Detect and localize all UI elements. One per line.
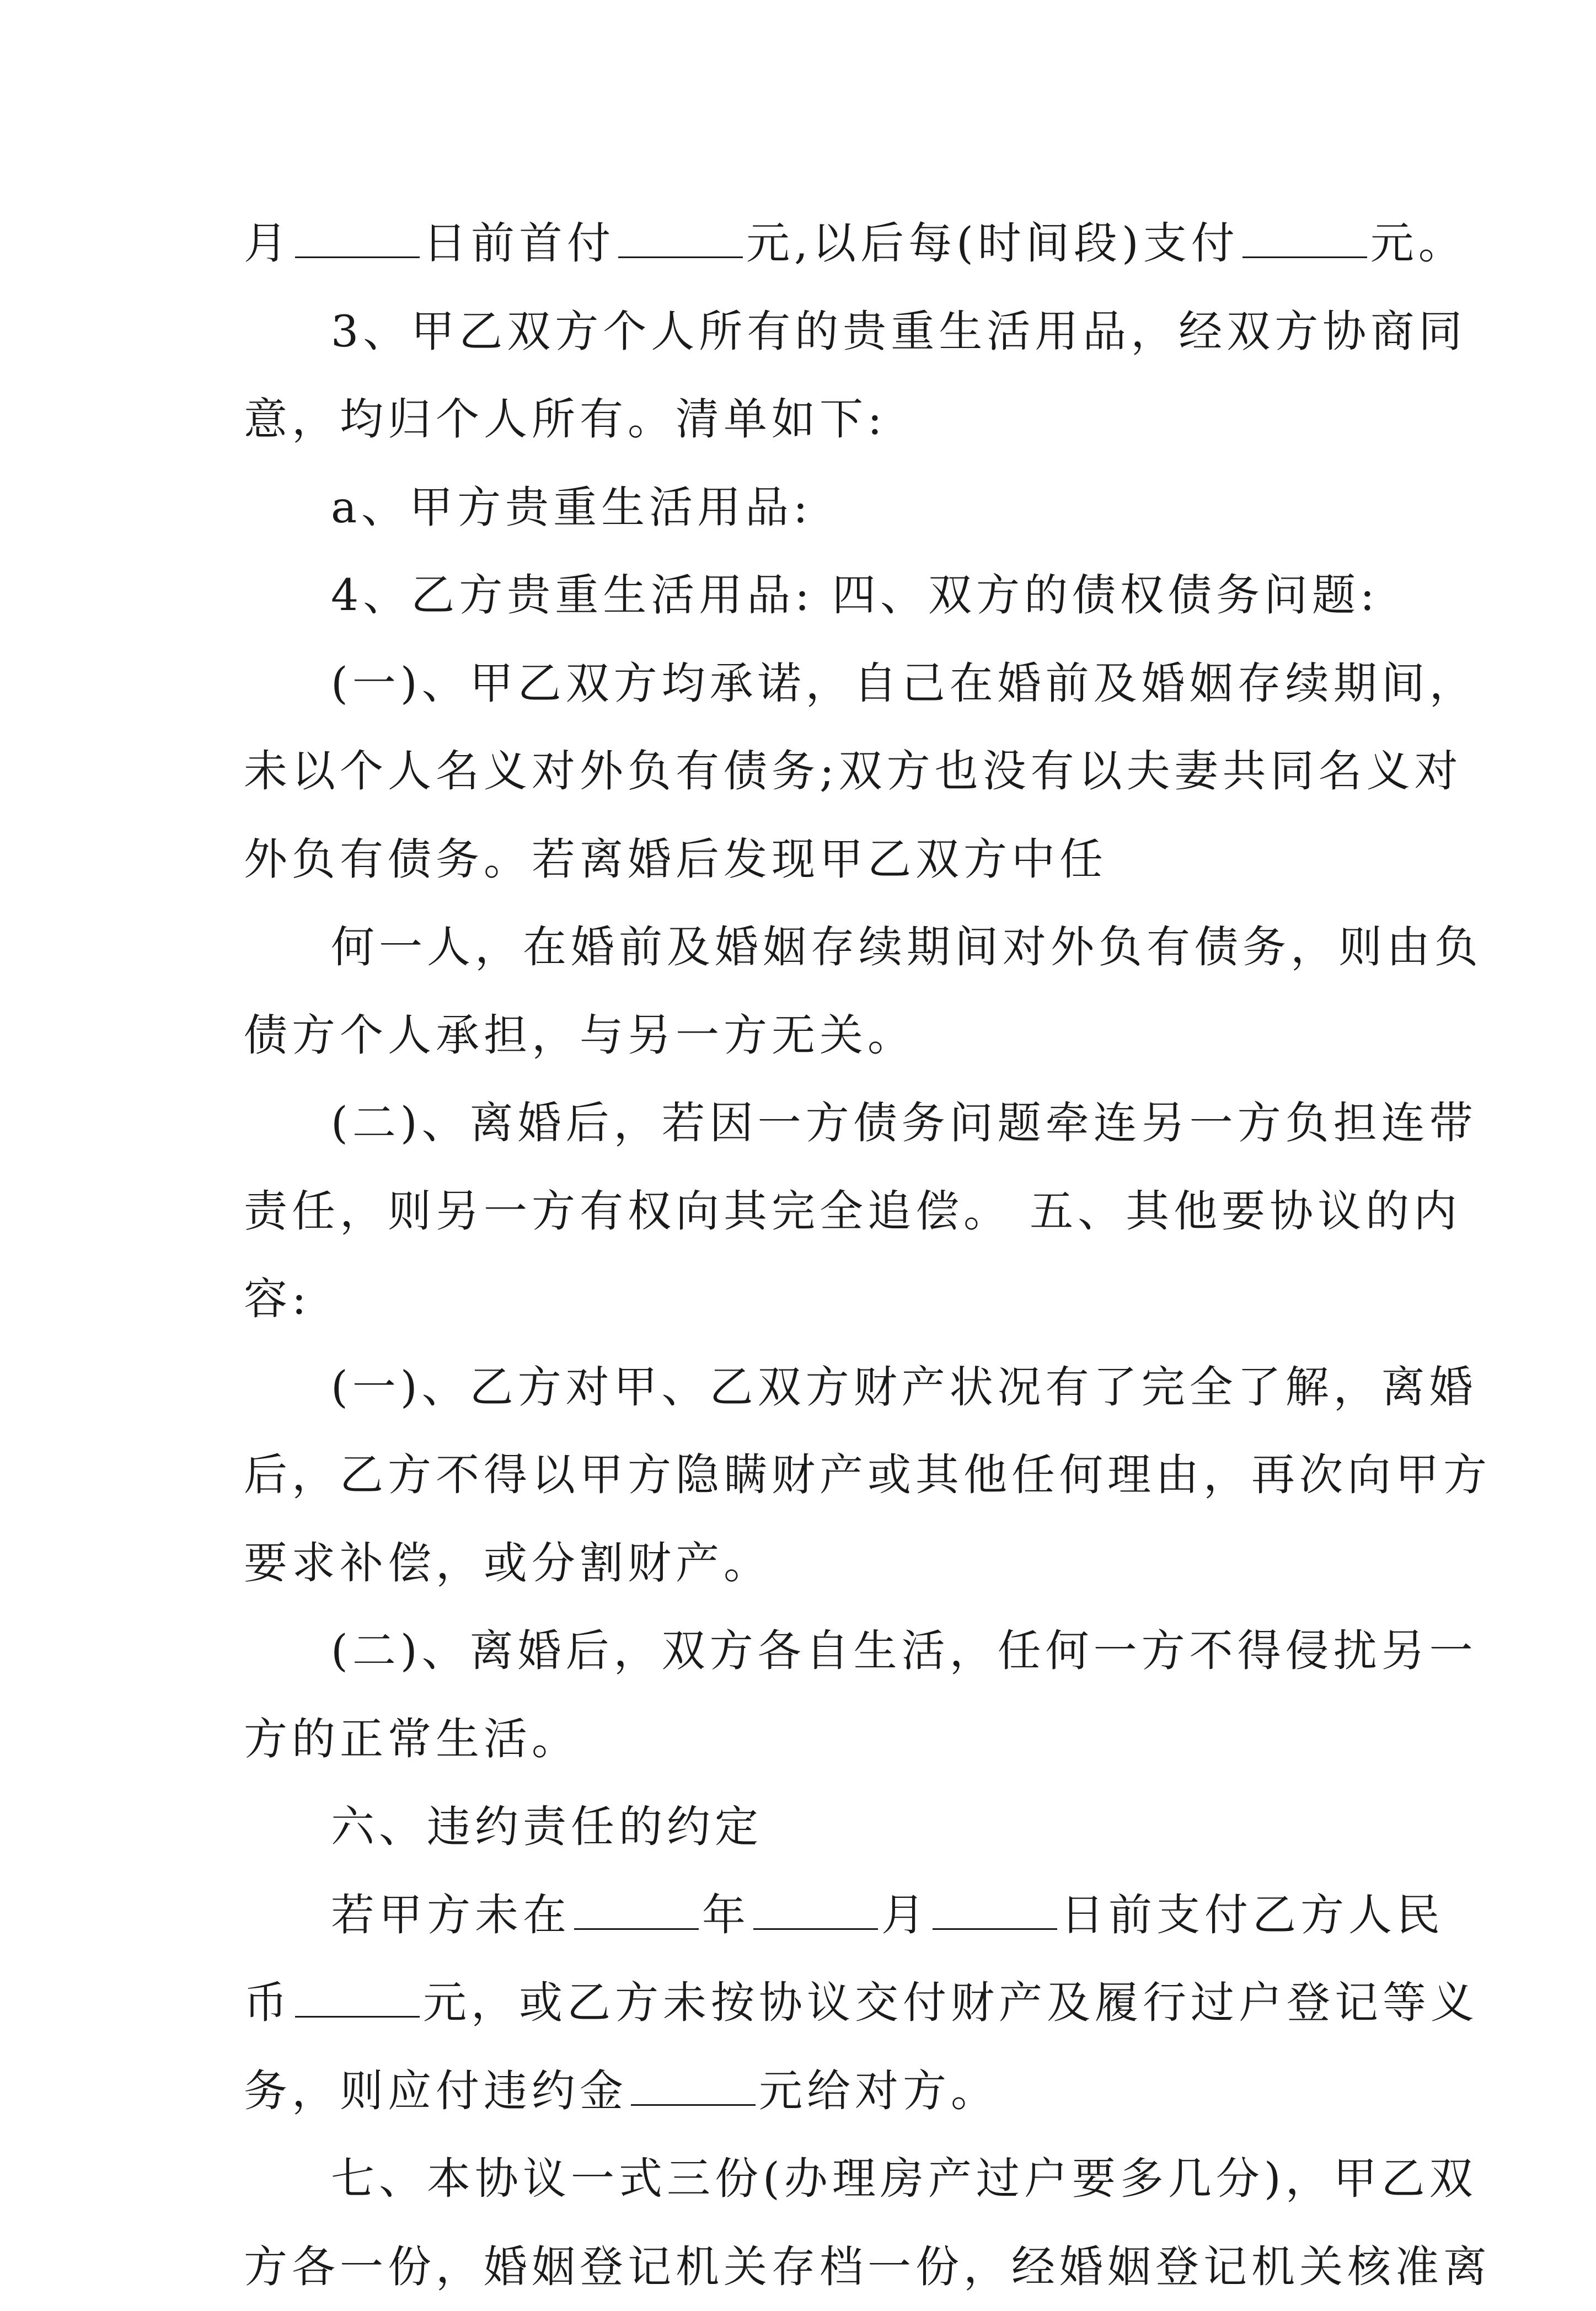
text-line [244, 727, 1358, 816]
fill-in-blank [618, 223, 743, 258]
text-segment: 月 [881, 1890, 929, 1940]
text-line [244, 200, 1358, 288]
text-line [244, 376, 1358, 464]
text-line [244, 992, 1358, 1080]
text-segment: 日前支付乙方人民 [1061, 1890, 1444, 1940]
text-segment: 七、本协议一式三份(办理房产过户要多几分)，甲乙双 [331, 2153, 1477, 2204]
text-line [244, 1431, 1358, 1520]
text-line [244, 1344, 1358, 1432]
text-segment: 要求补偿，或分割财产。 [244, 1538, 772, 1588]
text-line [244, 1607, 1358, 1695]
text-segment: 何一人，在婚前及婚姻存续期间对外负有债务，则由负 [331, 922, 1482, 972]
text-segment: (二)、离婚后，双方各自生活，任何一方不得侵扰另一 [331, 1625, 1477, 1676]
fill-in-blank [753, 1895, 878, 1930]
text-line [244, 640, 1358, 728]
text-segment: 责任，则另一方有权向其完全追偿。 五、其他要协议的内 [244, 1186, 1461, 1237]
text-segment: 日前首付 [423, 218, 615, 269]
text-line [244, 2223, 1358, 2311]
text-segment: 年 [702, 1890, 750, 1940]
text-line [244, 1079, 1358, 1168]
text-segment: 务，则应付违约金 [244, 2066, 628, 2116]
text-line [244, 2047, 1358, 2136]
text-line [244, 1783, 1358, 1871]
text-line [244, 288, 1358, 376]
fill-in-blank [1242, 223, 1367, 258]
text-segment: 六、违约责任的约定 [331, 1801, 763, 1852]
text-segment: 元。 [1370, 218, 1466, 269]
text-segment: (二)、离婚后，若因一方债务问题牵连另一方负担连带 [331, 1098, 1477, 1148]
text-segment: a、甲方贵重生活用品: [331, 482, 812, 533]
text-segment: 后，乙方不得以甲方隐瞒财产或其他任何理由，再次向甲方 [244, 1449, 1491, 1500]
text-segment: 方的正常生活。 [244, 1714, 580, 1764]
text-segment: 债方个人承担，与另一方无关。 [244, 1010, 915, 1061]
text-line [244, 1520, 1358, 1608]
text-segment: 容: [244, 1274, 311, 1324]
text-segment: 外负有债务。若离婚后发现甲乙双方中任 [244, 834, 1107, 885]
text-segment: 币 [244, 1977, 292, 2028]
text-line [244, 1695, 1358, 1784]
text-segment: 意，均归个人所有。清单如下: [244, 394, 887, 445]
text-segment: 方各一份，婚姻登记机关存档一份，经婚姻登记机关核准离 [244, 2242, 1491, 2292]
fill-in-blank [295, 223, 420, 258]
text-line [244, 1871, 1358, 1960]
text-segment: 月 [244, 218, 292, 269]
text-segment: 未以个人名义对外负有债务;双方也没有以夫妻共同名义对 [244, 746, 1463, 796]
text-line [244, 903, 1358, 992]
text-segment: 4、乙方贵重生活用品: 四、双方的债权债务问题: [331, 570, 1379, 620]
text-segment: 元，或乙方未按协议交付财产及履行过户登记等义 [423, 1977, 1479, 2028]
text-segment: 若甲方未在 [331, 1890, 571, 1940]
text-line [244, 1168, 1358, 1256]
text-line [244, 1255, 1358, 1344]
text-segment: 3、甲乙双方个人所有的贵重生活用品，经双方协商同 [331, 306, 1466, 357]
text-line [244, 464, 1358, 552]
fill-in-blank [574, 1895, 699, 1930]
text-segment: (一)、乙方对甲、乙双方财产状况有了完全了解，离婚 [331, 1362, 1477, 1413]
text-line [244, 1959, 1358, 2047]
fill-in-blank [631, 2071, 756, 2106]
text-segment: (一)、甲乙双方均承诺，自己在婚前及婚姻存续期间， [331, 658, 1477, 709]
text-line [244, 816, 1358, 904]
fill-in-blank [933, 1895, 1057, 1930]
fill-in-blank [295, 1983, 420, 2018]
text-segment: 元,以后每(时间段)支付 [746, 218, 1239, 269]
text-segment: 元给对方。 [759, 2066, 999, 2116]
document-body [244, 200, 1358, 2311]
text-line [244, 552, 1358, 640]
text-line [244, 2135, 1358, 2223]
